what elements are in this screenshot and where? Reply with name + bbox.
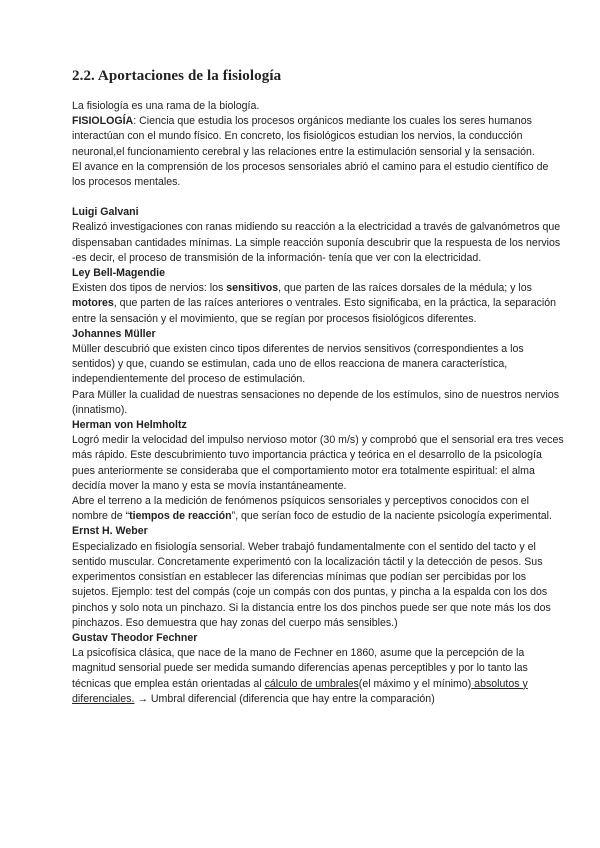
galvani-text: Realizó investigaciones con ranas midiendo su reacción a la electricidad a través de galvanómetros que dispensaban cantidades mínimas. La simple reacción suponía descubrir que la respuesta de los nervios -es decir, el proceso de transmisión de la información- tenía que ver con la electricidad. — [72, 221, 561, 264]
heading-muller: Johannes Müller — [72, 327, 156, 340]
fechner-underline-1: cálculo de umbrales — [264, 677, 359, 690]
helmholtz-bold-term: tiempos de reacción — [129, 510, 232, 523]
intro-line: La fisiología es una rama de la biología. — [72, 100, 260, 112]
fechner-text-1: La psicofísica clásica, que nace de la mano de Fechner en 1860, asume que la percepción de la magnitud sensorial puede ser medida sumando diferencias apenas perceptibles y por lo tanto las técnicas que emplea están orientadas al — [72, 647, 528, 690]
intro-conclusion: El avance en la comprensión de los procesos sensoriales abrió el camino para el estudio científico de los procesos mentales. — [72, 160, 549, 189]
section-title: 2.2. Aportaciones de la fisiología — [72, 68, 282, 84]
definition-paragraph — [72, 114, 564, 160]
bell-bold-sensitivos: sensitivos — [226, 282, 279, 295]
bell-bold-motores: motores — [72, 297, 114, 310]
fechner-underline-2: absolutos y diferenciales. — [72, 677, 528, 705]
heading-fechner: Gustav Theodor Fechner — [72, 631, 198, 644]
muller-text-2: Para Müller la cualidad de nuestras sensaciones no depende de los estímulos, sino de nuestros nervios (innatismo). — [72, 388, 560, 416]
muller-text-1: Müller descubrió que existen cinco tipos diferentes de nervios sensitivos (correspondientes a los sentidos) y que, cuando se estimulan, cada uno de ellos reacciona de manera característica, independientemente del proceso de estimulación. — [72, 343, 524, 386]
document-body — [72, 99, 564, 707]
bell-text-1: Existen dos tipos de nervios: los — [72, 282, 227, 295]
helmholtz-text-2 — [72, 494, 564, 524]
bell-text-2: , que parten de las raíces dorsales de la médula; y los — [278, 282, 532, 295]
bell-magendie-text — [72, 281, 564, 327]
definition-text: : Ciencia que estudia los procesos orgánicos mediante los cuales los seres humanos interactúan con el mundo físico. En concreto, los fisiológicos estudian los nervios, la conducción neuronal,el funcionamiento cerebral y las relaciones entre la estimulación sensorial y la sensación. — [72, 115, 535, 158]
fechner-text-2: (el máximo y el mínimo) — [358, 677, 472, 690]
heading-galvani: Luigi Galvani — [72, 206, 139, 219]
weber-text: Especializado en fisiología sensorial. Weber trabajó fundamentalmente con el sentido del tacto y el sentido muscular. Concretamente experimentó con la localización táctil y la detección de pesos. Sus experimentos consistían en establecer las diferencias mínimas que podían ser percibidas por los sujetos. Ejemplo: test del compás (coje un compás con dos puntas, y pincha a la espalda con los dos pinchos y solo nota un pinchazo. Si la distancia entre los dos pinchos puede ser que note más los dos pinchazos. Eso demuestra que hay zonas del cuerpo más sensibles.) — [72, 540, 551, 629]
heading-bell-magendie: Ley Bell-Magendie — [72, 267, 166, 280]
helmholtz-text-2a: Abre el terreno a la medición de fenómenos psíquicos sensoriales y perceptivos conocidos con el nombre de “ — [72, 495, 529, 523]
helmholtz-text-2c: ”, que serían foco de estudio de la naciente psicología experimental. — [231, 510, 552, 523]
heading-weber: Ernst H. Weber — [72, 525, 148, 538]
fechner-text — [72, 646, 564, 707]
spacer — [72, 190, 564, 205]
bell-text-3: , que parten de las raíces anteriores o ventrales. Esto significaba, en la práctica, la separación entre la sensación y el movimiento, que se regían por procesos fisiológicos diferentes. — [72, 297, 557, 325]
definition-term: FISIOLOGÍA — [72, 115, 134, 128]
helmholtz-text-1: Logró medir la velocidad del impulso nervioso motor (30 m/s) y comprobó que el sensorial era tres veces más rápido. Este descubrimiento tuvo importancia práctica y teórica en el desarrollo de la psicología pues anteriormente se consideraba que el comportamiento motor era totalmente espiritual: el alma decidía mover la mano y esta se movía instantáneamente. — [72, 434, 564, 492]
fechner-text-3: → Umbral diferencial (diferencia que hay entre la comparación) — [134, 692, 435, 705]
heading-helmholtz: Herman von Helmholtz — [72, 419, 187, 432]
